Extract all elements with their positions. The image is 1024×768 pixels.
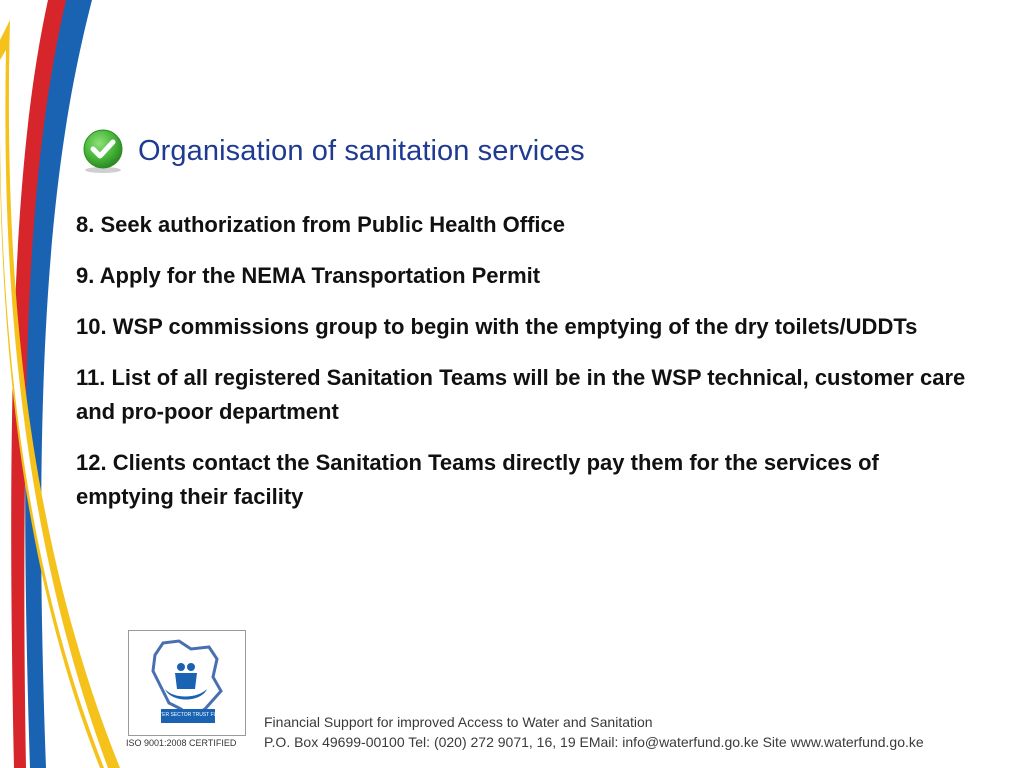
checkmark-icon — [80, 128, 126, 174]
page-title: Organisation of sanitation services — [138, 134, 585, 167]
list-item: 12. Clients contact the Sanitation Teams directly pay them for the services of emptying their facility — [76, 450, 879, 509]
footer-tagline: Financial Support for improved Access to Water and Sanitation — [264, 714, 653, 730]
list-item: 9. Apply for the NEMA Transportation Permit — [76, 263, 541, 288]
iso-certification-label: ISO 9001:2008 CERTIFIED — [126, 738, 237, 748]
logo-caption: WATER SECTOR TRUST FUND — [151, 712, 225, 718]
organization-logo — [128, 630, 246, 736]
title-row — [80, 126, 585, 176]
bullet-list — [76, 208, 976, 531]
footer-contact: P.O. Box 49699-00100 Tel: (020) 272 9071, 16, 19 EMail: info@waterfund.go.ke Site www.waterfund.go.ke — [264, 734, 924, 750]
list-item: 10. WSP commissions group to begin with the emptying of the dry toilets/UDDTs — [76, 314, 918, 339]
kenya-map-logo-icon — [135, 637, 239, 731]
list-item: 8. Seek authorization from Public Health Office — [76, 212, 565, 237]
list-item: 11. List of all registered Sanitation Teams will be in the WSP technical, customer care and pro-poor department — [76, 365, 966, 424]
